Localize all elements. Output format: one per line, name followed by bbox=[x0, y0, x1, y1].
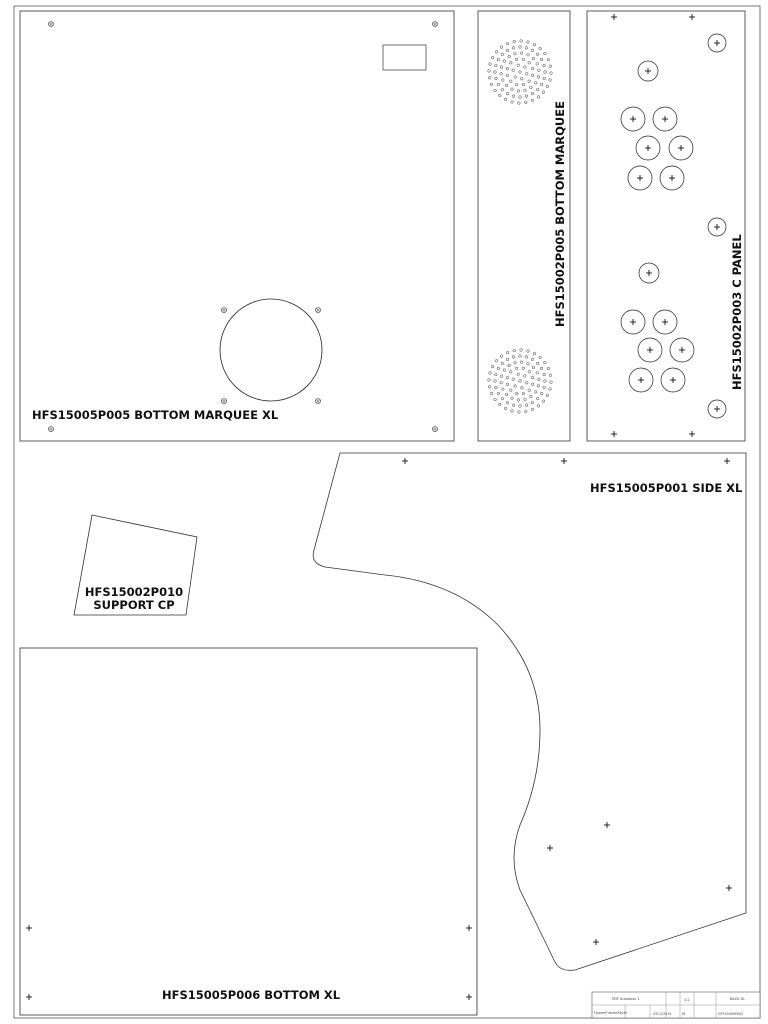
grille-hole bbox=[506, 49, 509, 52]
grille-hole bbox=[497, 83, 500, 86]
grille-hole bbox=[500, 66, 503, 69]
grille-hole bbox=[537, 405, 540, 408]
grille-hole bbox=[547, 367, 550, 370]
button-center-mark bbox=[678, 145, 684, 151]
mount-hole bbox=[433, 427, 438, 432]
grille-hole bbox=[536, 88, 539, 91]
grille-hole bbox=[531, 383, 534, 386]
grille-hole bbox=[522, 58, 525, 61]
cutout-rect bbox=[383, 45, 426, 70]
grille-hole bbox=[501, 53, 504, 56]
grille-hole bbox=[519, 46, 522, 49]
grille-hole bbox=[527, 363, 530, 366]
grille-hole bbox=[511, 101, 514, 104]
grille-hole bbox=[495, 386, 498, 389]
mount-hole bbox=[26, 925, 32, 931]
grille-hole bbox=[540, 392, 543, 395]
grille-hole bbox=[519, 71, 522, 74]
grille-hole bbox=[522, 367, 525, 370]
grille-hole bbox=[537, 96, 540, 99]
grille-hole bbox=[531, 408, 534, 411]
title-date: 03/11/2015 bbox=[653, 1012, 672, 1016]
grille-hole bbox=[506, 383, 509, 386]
grille-hole bbox=[495, 77, 498, 80]
grille-hole bbox=[489, 63, 492, 66]
grille-hole bbox=[519, 405, 522, 408]
grille-hole bbox=[543, 77, 546, 80]
grille-hole bbox=[524, 375, 527, 378]
grille-hole bbox=[515, 367, 518, 370]
mount-hole bbox=[689, 14, 695, 20]
button-center-mark bbox=[645, 68, 651, 74]
grille-hole bbox=[503, 369, 506, 372]
grille-hole bbox=[525, 95, 528, 98]
grille-hole bbox=[520, 361, 523, 364]
button-center-mark bbox=[630, 116, 636, 122]
grille-hole bbox=[500, 375, 503, 378]
mount-hole bbox=[466, 925, 472, 931]
grille-hole bbox=[512, 356, 515, 359]
grille-hole bbox=[502, 79, 505, 82]
grille-hole bbox=[519, 96, 522, 99]
grille-hole bbox=[536, 63, 539, 66]
grille-hole bbox=[494, 398, 497, 401]
grille-hole bbox=[536, 53, 539, 56]
mount-hole bbox=[222, 308, 227, 313]
grille-hole bbox=[511, 88, 514, 91]
grille-hole bbox=[499, 94, 502, 97]
grille-hole bbox=[542, 91, 545, 94]
grille-hole bbox=[514, 52, 517, 55]
grille-hole bbox=[536, 372, 539, 375]
button-center-mark bbox=[714, 40, 720, 46]
grille-hole bbox=[544, 361, 547, 364]
grille-hole bbox=[500, 381, 503, 384]
part-c-panel bbox=[587, 11, 745, 441]
grille-hole bbox=[531, 92, 534, 95]
grille-hole bbox=[497, 58, 500, 61]
grille-hole bbox=[531, 49, 534, 52]
title-part-number: HFS15005P002 bbox=[718, 1012, 744, 1016]
title-sheet-name: BACK XL bbox=[730, 997, 745, 1001]
button-center-mark bbox=[662, 116, 668, 122]
grille-hole bbox=[526, 382, 529, 385]
grille-hole bbox=[504, 407, 507, 410]
mount-hole bbox=[466, 994, 472, 1000]
mount-hole bbox=[689, 431, 695, 437]
mount-hole bbox=[26, 994, 32, 1000]
grille-hole bbox=[518, 411, 521, 414]
part-side-xl bbox=[313, 453, 746, 970]
grille-hole bbox=[546, 85, 549, 88]
grille-hole bbox=[506, 42, 509, 45]
grille-hole bbox=[512, 378, 515, 381]
label-support-cp-line2: SUPPORT CP bbox=[93, 598, 175, 612]
mount-hole bbox=[49, 22, 54, 27]
grille-hole bbox=[517, 399, 520, 402]
grille-hole bbox=[506, 74, 509, 77]
grille-hole bbox=[536, 362, 539, 365]
button-center-mark bbox=[647, 347, 653, 353]
grille-hole bbox=[500, 355, 503, 358]
grille-hole bbox=[537, 385, 540, 388]
grille-hole bbox=[517, 90, 520, 93]
grille-hole bbox=[533, 43, 536, 46]
grille-hole bbox=[544, 52, 547, 55]
grille-hole bbox=[549, 79, 552, 82]
grille-hole bbox=[524, 89, 527, 92]
grille-hole bbox=[506, 401, 509, 404]
grille-hole bbox=[510, 389, 513, 392]
mount-hole bbox=[611, 14, 617, 20]
grille-hole bbox=[501, 88, 504, 91]
grille-hole bbox=[511, 410, 514, 413]
part-bottom-marquee bbox=[478, 11, 570, 441]
grille-hole bbox=[518, 102, 521, 105]
button-center-mark bbox=[679, 347, 685, 353]
button-center-mark bbox=[646, 270, 652, 276]
side-outline bbox=[313, 453, 746, 970]
button-center-mark bbox=[645, 145, 651, 151]
grille-hole bbox=[489, 372, 492, 375]
grille-hole bbox=[514, 76, 517, 79]
grille-hole bbox=[508, 364, 511, 367]
title-author: PDF Autodesk 1 bbox=[612, 997, 640, 1001]
grille-hole bbox=[503, 60, 506, 63]
grille-hole bbox=[512, 47, 515, 50]
title-company: HyperFrameStyle bbox=[594, 1010, 628, 1015]
label-c-panel: HFS15002P003 C PANEL bbox=[730, 234, 744, 390]
grille-hole bbox=[520, 52, 523, 55]
grille-hole bbox=[531, 358, 534, 361]
grille-hole bbox=[531, 99, 534, 102]
grille-hole bbox=[506, 351, 509, 354]
grille-hole bbox=[528, 62, 531, 65]
grille-hole bbox=[526, 73, 529, 76]
grille-hole bbox=[522, 392, 525, 395]
grille-hole bbox=[488, 386, 491, 389]
grille-hole bbox=[512, 69, 515, 72]
grille-hole bbox=[501, 397, 504, 400]
mount-hole bbox=[604, 822, 610, 828]
grille-hole bbox=[525, 101, 528, 104]
grille-hole bbox=[520, 40, 523, 43]
grille-hole bbox=[538, 378, 541, 381]
grille-hole bbox=[506, 92, 509, 95]
grille-hole bbox=[543, 64, 546, 67]
part-support-cp bbox=[74, 515, 197, 615]
grille-hole bbox=[550, 381, 553, 384]
button-center-mark bbox=[630, 319, 636, 325]
grille-hole bbox=[488, 77, 491, 80]
button-center-mark bbox=[670, 377, 676, 383]
grille-hole bbox=[491, 365, 494, 368]
grille-hole bbox=[538, 69, 541, 72]
grille-hole bbox=[527, 350, 530, 353]
grille-hole bbox=[508, 55, 511, 58]
grille-hole bbox=[488, 379, 491, 382]
grille-hole bbox=[497, 392, 500, 395]
grille-hole bbox=[495, 360, 498, 363]
grille-hole bbox=[543, 386, 546, 389]
label-bottom-xl: HFS15005P006 BOTTOM XL bbox=[162, 988, 341, 1002]
mount-hole bbox=[726, 885, 732, 891]
grille-hole bbox=[497, 367, 500, 370]
grille-hole bbox=[540, 58, 543, 61]
grille-hole bbox=[495, 51, 498, 54]
mount-hole bbox=[316, 308, 321, 313]
label-side-xl: HFS15005P001 SIDE XL bbox=[590, 481, 743, 495]
title-scale: 1:2 bbox=[684, 998, 690, 1002]
sheet-border bbox=[14, 6, 760, 1018]
grille-hole bbox=[542, 400, 545, 403]
grille-hole bbox=[510, 62, 513, 65]
grille-hole bbox=[530, 395, 533, 398]
grille-hole bbox=[522, 83, 525, 86]
grille-hole bbox=[513, 40, 516, 43]
grille-hole bbox=[532, 57, 535, 60]
grille-hole bbox=[510, 80, 513, 83]
grille-hole bbox=[495, 64, 498, 67]
grille-hole bbox=[488, 70, 491, 73]
mount-hole bbox=[222, 399, 227, 404]
grille-hole bbox=[517, 64, 520, 67]
grille-hole bbox=[504, 98, 507, 101]
grille-hole bbox=[521, 387, 524, 390]
button-holes bbox=[621, 34, 726, 418]
mount-hole bbox=[561, 458, 567, 464]
grille-hole bbox=[510, 371, 513, 374]
grille-hole bbox=[537, 76, 540, 79]
speaker-grille-bottom bbox=[488, 349, 553, 414]
grille-hole bbox=[495, 373, 498, 376]
mount-hole bbox=[49, 427, 54, 432]
grille-hole bbox=[531, 74, 534, 77]
grille-hole bbox=[544, 380, 547, 383]
title-block bbox=[592, 992, 760, 1018]
button-center-mark bbox=[638, 377, 644, 383]
grille-hole bbox=[549, 65, 552, 68]
button-center-mark bbox=[637, 175, 643, 181]
grille-hole bbox=[506, 67, 509, 70]
grille-hole bbox=[491, 56, 494, 59]
grille-hole bbox=[517, 373, 520, 376]
grille-hole bbox=[543, 373, 546, 376]
grille-hole bbox=[530, 86, 533, 89]
grille-hole bbox=[502, 388, 505, 391]
grille-hole bbox=[539, 356, 542, 359]
fan-hole bbox=[220, 299, 322, 401]
grille-hole bbox=[534, 391, 537, 394]
button-center-mark bbox=[669, 175, 675, 181]
grille-hole bbox=[512, 95, 515, 98]
grille-hole bbox=[525, 356, 528, 359]
grille-hole bbox=[549, 388, 552, 391]
grille-hole bbox=[521, 78, 524, 81]
label-support-cp-line1: HFS15002P010 bbox=[84, 585, 184, 599]
grille-hole bbox=[528, 389, 531, 392]
label-bottom-marquee-xl: HFS15005P005 BOTTOM MARQUEE XL bbox=[32, 408, 279, 422]
grille-hole bbox=[534, 82, 537, 85]
grille-hole bbox=[499, 403, 502, 406]
grille-hole bbox=[531, 67, 534, 70]
grille-hole bbox=[532, 366, 535, 369]
grille-hole bbox=[505, 393, 508, 396]
grille-hole bbox=[494, 71, 497, 74]
grille-hole bbox=[500, 46, 503, 49]
grille-hole bbox=[506, 376, 509, 379]
grille-hole bbox=[540, 367, 543, 370]
grille-hole bbox=[514, 361, 517, 364]
title-drawn-by: JR bbox=[682, 1012, 686, 1016]
grille-hole bbox=[531, 401, 534, 404]
grille-hole bbox=[536, 397, 539, 400]
grille-hole bbox=[540, 83, 543, 86]
grille-hole bbox=[511, 397, 514, 400]
part-bottom-xl bbox=[20, 648, 477, 1015]
mount-hole bbox=[611, 431, 617, 437]
mount-hole bbox=[724, 458, 730, 464]
grille-hole bbox=[528, 80, 531, 83]
grille-hole bbox=[550, 72, 553, 75]
grille-hole bbox=[520, 349, 523, 352]
grille-hole bbox=[519, 380, 522, 383]
grille-hole bbox=[525, 404, 528, 407]
grille-hole bbox=[515, 58, 518, 61]
mount-hole bbox=[433, 22, 438, 27]
grille-hole bbox=[525, 47, 528, 50]
label-bottom-marquee: HFS15002P005 BOTTOM MARQUEE bbox=[553, 101, 567, 327]
button-center-mark bbox=[714, 224, 720, 230]
grille-hole bbox=[533, 352, 536, 355]
grille-hole bbox=[531, 376, 534, 379]
grille-hole bbox=[515, 83, 518, 86]
grille-hole bbox=[505, 84, 508, 87]
grille-hole bbox=[527, 41, 530, 44]
grille-hole bbox=[519, 355, 522, 358]
panel-outline bbox=[587, 11, 745, 441]
mount-hole bbox=[547, 845, 553, 851]
grille-hole bbox=[514, 385, 517, 388]
panel-outline bbox=[20, 648, 477, 1015]
grille-hole bbox=[512, 404, 515, 407]
grille-hole bbox=[513, 349, 516, 352]
grille-hole bbox=[501, 362, 504, 365]
grille-hole bbox=[494, 380, 497, 383]
grille-hole bbox=[524, 66, 527, 69]
grille-hole bbox=[515, 392, 518, 395]
grille-hole bbox=[549, 374, 552, 377]
panel-outline bbox=[20, 11, 454, 441]
mount-hole bbox=[402, 458, 408, 464]
grille-hole bbox=[547, 58, 550, 61]
button-center-mark bbox=[714, 406, 720, 412]
grille-hole bbox=[525, 410, 528, 413]
mount-hole bbox=[593, 939, 599, 945]
grille-hole bbox=[528, 371, 531, 374]
mount-hole bbox=[316, 399, 321, 404]
grille-hole bbox=[490, 83, 493, 86]
grille-hole bbox=[494, 89, 497, 92]
speaker-grille-top bbox=[488, 40, 553, 105]
button-center-mark bbox=[662, 319, 668, 325]
grille-hole bbox=[544, 71, 547, 74]
part-bottom-marquee-xl bbox=[20, 11, 454, 441]
grille-hole bbox=[546, 394, 549, 397]
grille-hole bbox=[500, 72, 503, 75]
grille-hole bbox=[527, 54, 530, 57]
grille-hole bbox=[539, 47, 542, 50]
grille-hole bbox=[490, 392, 493, 395]
grille-hole bbox=[524, 398, 527, 401]
grille-hole bbox=[506, 358, 509, 361]
